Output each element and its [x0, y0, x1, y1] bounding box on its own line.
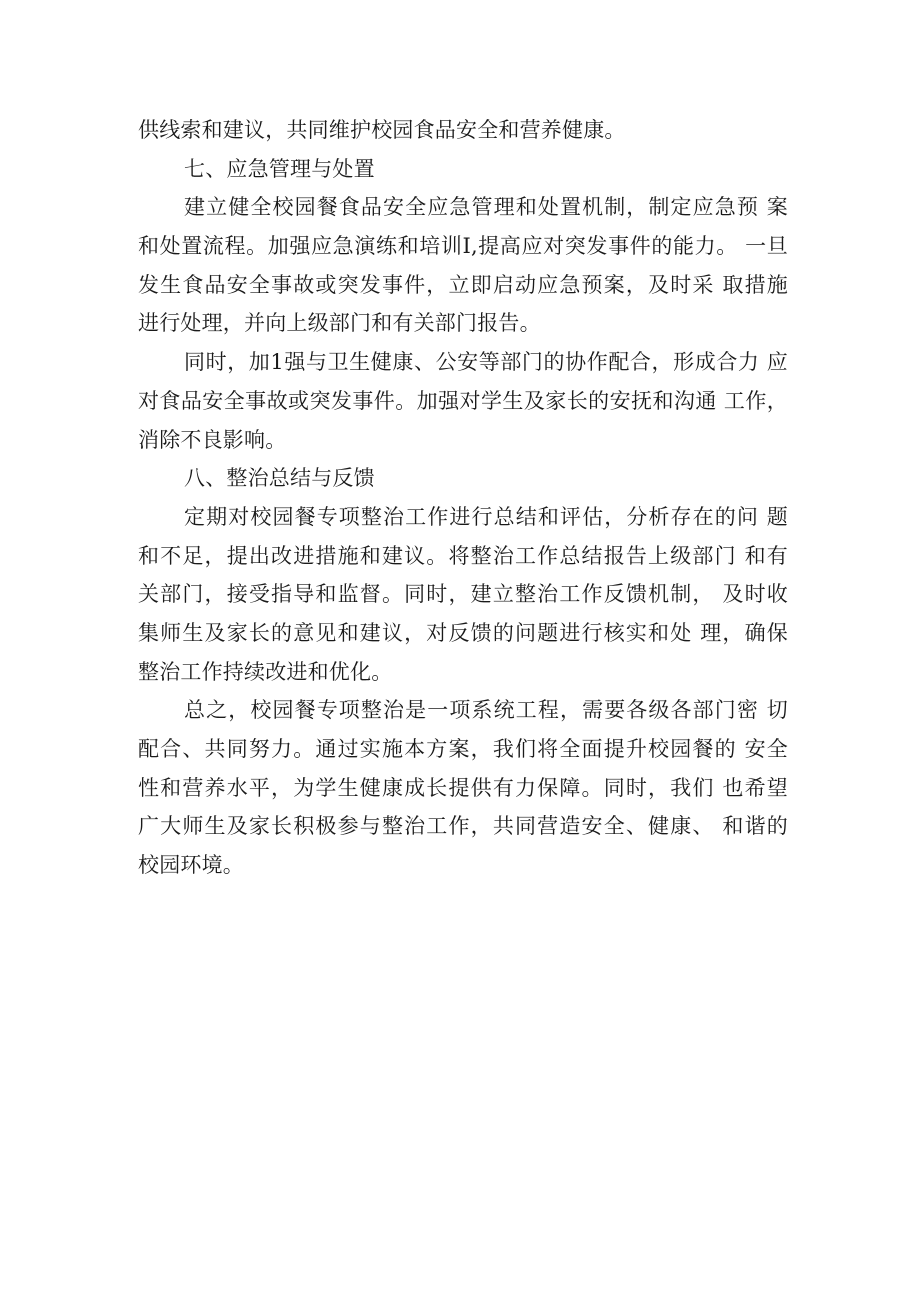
text-line: 供线索和建议，共同维护校园食品安全和营养健康。 [138, 118, 626, 142]
text-line: 进行处理，并向上级部门和有关部门报告。 [138, 311, 541, 336]
document-body [138, 111, 788, 885]
text-line: 整治工作持续改进和优化。 [138, 659, 393, 684]
text-line: 和不足，提出改进措施和建议。将整治工作总结报告上级部门 和有 [138, 543, 788, 568]
text-line: 配合、共同努力。通过实施本方案，我们将全面提升校园餐的 安全 [138, 737, 788, 761]
text-line: 和处置流程。加强应急演练和培训I,提高应对突发事件的能力。 一旦 [138, 234, 788, 259]
text-line: 校园环境。 [138, 853, 244, 878]
text-line: 发生食品安全事故或突发事件，立即启动应急预案，及时采 取措施 [138, 272, 788, 297]
text-line: 总之，校园餐专项整治是一项系统工程，需要各级各部门密 切 [184, 698, 788, 723]
text-line: 关部门，接受指导和监督。同时，建立整治工作反馈机制， 及时收 [138, 582, 788, 607]
section-heading: 七、应急管理与处置 [184, 156, 375, 181]
text-line: 集师生及家长的意见和建议，对反馈的问题进行核实和处 理，确保 [138, 620, 788, 645]
text-line: 消除不良影响。 [138, 427, 287, 452]
text-line: 性和营养水平，为学生健康成长提供有力保障。同时，我们 也希望 [138, 775, 788, 800]
text-line: 同时，加1强与卫生健康、公安等部门的协作配合，形成合力 应 [184, 350, 788, 375]
section-heading: 八、整治总结与反馈 [184, 466, 375, 491]
text-line: 广大师生及家长积极参与整治工作，共同营造安全、健康、 和谐的 [138, 814, 788, 839]
text-line: 建立健全校园餐食品安全应急管理和处置机制，制定应急预 案 [184, 195, 788, 220]
text-line: 定期对校园餐专项整治工作进行总结和评估，分析存在的问 题 [184, 504, 788, 529]
text-line: 对食品安全事故或突发事件。加强对学生及家长的安抚和沟通 工作， [138, 388, 788, 413]
